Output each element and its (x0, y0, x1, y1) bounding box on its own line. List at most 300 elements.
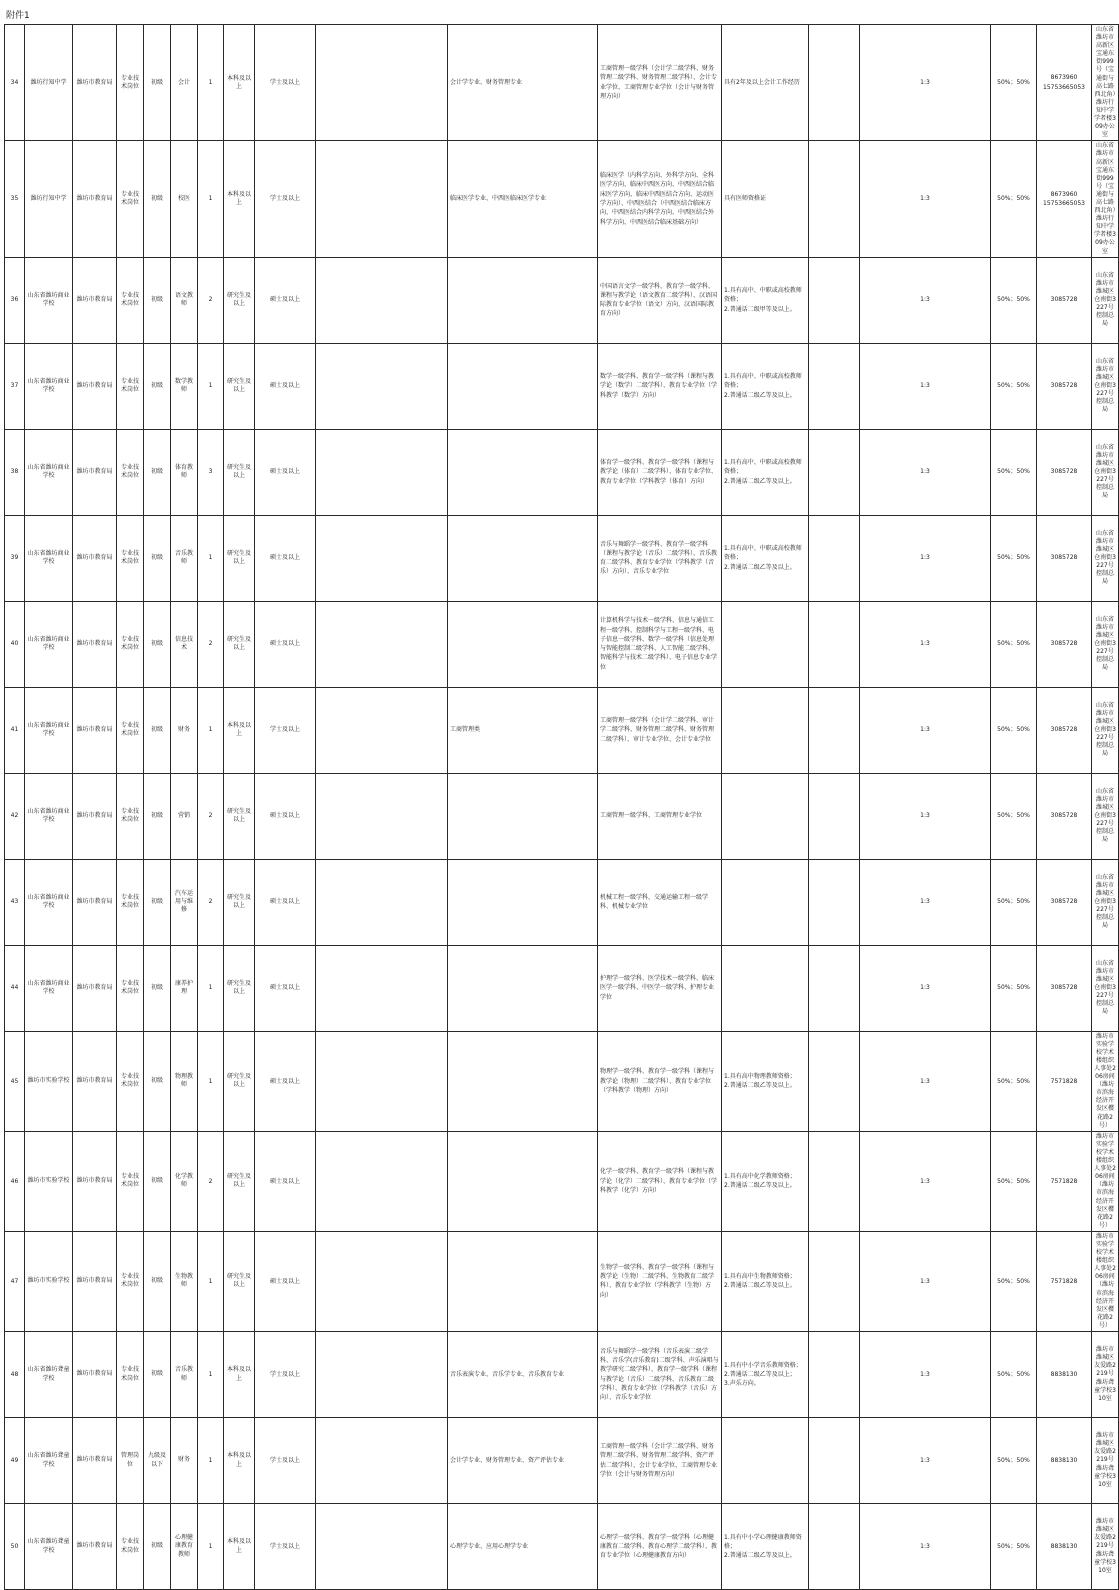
score-weight: 50%；50% (991, 25, 1037, 141)
employer-unit: 潍坊市实验学校 (25, 1131, 73, 1231)
degree-major: 化学一级学科、教育学一级学科（课程与教学论（化学）二级学科）、教育专业学位（学科教学（化学）方向） (598, 1131, 722, 1231)
education-requirement: 研究生及以上 (224, 859, 255, 945)
table-row (5, 601, 1119, 687)
post-name: 体育教师 (171, 429, 198, 515)
degree-requirement: 学士及以上 (255, 25, 316, 141)
degree-requirement: 硕士及以上 (255, 257, 316, 343)
contact-address: 山东省潍坊市潍城区仓南街3227号控制总局 (1092, 429, 1119, 515)
education-requirement: 研究生及以上 (224, 773, 255, 859)
interview-ratio: 1:3 (860, 515, 991, 601)
post-name: 财务 (171, 1418, 198, 1504)
contact-phone: 3085728 (1037, 773, 1092, 859)
graduate-major (316, 515, 448, 601)
table-row (5, 859, 1119, 945)
post-category: 管理岗位 (117, 1418, 144, 1504)
blank-cell (809, 687, 860, 773)
employer-unit: 山东省潍坊商业学校 (25, 687, 73, 773)
employer-unit: 潍坊行知中学 (25, 25, 73, 141)
interview-ratio: 1:3 (860, 25, 991, 141)
degree-major: 音乐与舞蹈学一级学科、教育学一级学科（课程与教学论（音乐）二级学科）、音乐教育二级学科、教育专业学位（学科教学（音乐）方向）、音乐专业学位 (598, 515, 722, 601)
contact-address: 潍坊市实验学校学术楼组织人事处206房间（潍坊市滨海经济开发区樱花路2号） (1092, 1231, 1119, 1331)
post-level: 初级 (144, 1031, 171, 1131)
graduate-major (316, 1031, 448, 1131)
row-number: 48 (5, 1332, 25, 1418)
degree-requirement: 硕士及以上 (255, 1131, 316, 1231)
post-category: 专业技术岗位 (117, 343, 144, 429)
contact-phone: 3085728 (1037, 859, 1092, 945)
score-weight: 50%；50% (991, 1332, 1037, 1418)
table-row (5, 945, 1119, 1031)
table-row (5, 515, 1119, 601)
post-name: 化学教师 (171, 1131, 198, 1231)
score-weight: 50%；50% (991, 429, 1037, 515)
hiring-count: 1 (198, 687, 224, 773)
post-level: 初级 (144, 1504, 171, 1590)
degree-requirement: 硕士及以上 (255, 859, 316, 945)
score-weight: 50%；50% (991, 343, 1037, 429)
post-category: 专业技术岗位 (117, 859, 144, 945)
post-category: 专业技术岗位 (117, 945, 144, 1031)
row-number: 45 (5, 1031, 25, 1131)
department: 潍坊市教育局 (73, 429, 117, 515)
contact-address: 山东省潍坊市潍城区仓南街3227号控制总局 (1092, 601, 1119, 687)
post-level: 初级 (144, 515, 171, 601)
other-requirements (722, 687, 809, 773)
undergrad-major (448, 257, 598, 343)
education-requirement: 研究生及以上 (224, 1131, 255, 1231)
contact-address: 山东省潍坊市潍城区仓南街3227号控制总局 (1092, 859, 1119, 945)
contact-address: 山东省潍坊市潍城区仓南街3227号控制总局 (1092, 343, 1119, 429)
attachment-label: 附件1 (6, 11, 30, 21)
blank-cell (809, 1131, 860, 1231)
employer-unit: 山东省潍坊商业学校 (25, 515, 73, 601)
contact-address: 山东省潍坊市高新区宝通东街999号（宝通街与高七路西北角）潍坊行知中学学者楼309办公室 (1092, 25, 1119, 141)
graduate-major (316, 1504, 448, 1590)
contact-address: 潍坊市潍城区友爱路2219号潍坊聋童学校310室 (1092, 1504, 1119, 1590)
department: 潍坊市教育局 (73, 945, 117, 1031)
table-row (5, 773, 1119, 859)
other-requirements (722, 601, 809, 687)
score-weight: 50%；50% (991, 601, 1037, 687)
interview-ratio: 1:3 (860, 945, 991, 1031)
table-row (5, 25, 1119, 141)
education-requirement: 本科及以上 (224, 25, 255, 141)
hiring-count: 2 (198, 1131, 224, 1231)
contact-phone: 3085728 (1037, 515, 1092, 601)
post-category: 专业技术岗位 (117, 25, 144, 141)
recruitment-table (4, 24, 1119, 1590)
hiring-count: 1 (198, 515, 224, 601)
undergrad-major: 临床医学专业、中西医临床医学专业 (448, 141, 598, 257)
degree-major: 生物学一级学科、教育学一级学科（课程与教学论（生物）二级学科、生物教育二级学科）、教育专业学位（学科教学（生物）方向） (598, 1231, 722, 1331)
interview-ratio: 1:3 (860, 687, 991, 773)
interview-ratio: 1:3 (860, 601, 991, 687)
other-requirements: 1.具有高中、中职或高校教师资格； 2.普通话二级甲等及以上。 (722, 257, 809, 343)
degree-requirement: 硕士及以上 (255, 515, 316, 601)
hiring-count: 1 (198, 141, 224, 257)
undergrad-major (448, 1031, 598, 1131)
department: 潍坊市教育局 (73, 141, 117, 257)
graduate-major (316, 1131, 448, 1231)
hiring-count: 1 (198, 1231, 224, 1331)
row-number: 43 (5, 859, 25, 945)
department: 潍坊市教育局 (73, 1504, 117, 1590)
degree-major: 心理学一级学科、教育学一级学科（心理健康教育二级学科、教育心理学二级学科）、教育专业学位（心理健康教育方向） (598, 1504, 722, 1590)
row-number: 49 (5, 1418, 25, 1504)
row-number: 41 (5, 687, 25, 773)
row-number: 36 (5, 257, 25, 343)
undergrad-major (448, 1231, 598, 1331)
education-requirement: 本科及以上 (224, 1504, 255, 1590)
department: 潍坊市教育局 (73, 515, 117, 601)
undergrad-major (448, 859, 598, 945)
degree-major: 数学一级学科、教育学一级学科（课程与教学论（数学）二级学科）、教育专业学位（学科教学（数学）方向） (598, 343, 722, 429)
other-requirements: 1.具有高中物理教师资格； 2.普通话二级乙等及以上。 (722, 1031, 809, 1131)
contact-phone: 3085728 (1037, 343, 1092, 429)
department: 潍坊市教育局 (73, 687, 117, 773)
table-row (5, 343, 1119, 429)
education-requirement: 研究生及以上 (224, 1231, 255, 1331)
degree-requirement: 硕士及以上 (255, 601, 316, 687)
department: 潍坊市教育局 (73, 25, 117, 141)
row-number: 46 (5, 1131, 25, 1231)
post-category: 专业技术岗位 (117, 687, 144, 773)
post-level: 初级 (144, 601, 171, 687)
education-requirement: 研究生及以上 (224, 257, 255, 343)
post-level: 初级 (144, 1231, 171, 1331)
department: 潍坊市教育局 (73, 1332, 117, 1418)
undergrad-major: 工商管理类 (448, 687, 598, 773)
post-category: 专业技术岗位 (117, 1131, 144, 1231)
post-category: 专业技术岗位 (117, 1231, 144, 1331)
other-requirements: 1.具有高中、中职或高校教师资格； 2.普通话二级乙等及以上。 (722, 343, 809, 429)
hiring-count: 1 (198, 25, 224, 141)
employer-unit: 潍坊行知中学 (25, 141, 73, 257)
graduate-major (316, 141, 448, 257)
post-name: 音乐教师 (171, 515, 198, 601)
post-level: 初级 (144, 141, 171, 257)
education-requirement: 研究生及以上 (224, 343, 255, 429)
education-requirement: 研究生及以上 (224, 945, 255, 1031)
degree-major: 音乐与舞蹈学一级学科（音乐表演二级学科、音乐学(音乐教育)二级学科、声乐演唱与教学研究二级学科）、教育学一级学科（课程与教学论（音乐）二级学科、音乐教育二级学科）、教育专业学位（学科教学（音乐）方向）、音乐专业学位 (598, 1332, 722, 1418)
contact-address: 潍坊市潍城区友爱路2219号潍坊聋童学校310室 (1092, 1418, 1119, 1504)
education-requirement: 本科及以上 (224, 1332, 255, 1418)
other-requirements (722, 945, 809, 1031)
contact-phone: 7571828 (1037, 1031, 1092, 1131)
score-weight: 50%；50% (991, 773, 1037, 859)
undergrad-major (448, 601, 598, 687)
graduate-major (316, 257, 448, 343)
score-weight: 50%；50% (991, 945, 1037, 1031)
contact-phone: 3085728 (1037, 601, 1092, 687)
employer-unit: 山东省潍坊聋童学校 (25, 1418, 73, 1504)
degree-major: 护理学一级学科、医学技术一级学科、临床医学一级学科、中医学一级学科、护理专业学位 (598, 945, 722, 1031)
table-row (5, 141, 1119, 257)
row-number: 44 (5, 945, 25, 1031)
hiring-count: 1 (198, 1332, 224, 1418)
undergrad-major (448, 515, 598, 601)
employer-unit: 山东省潍坊聋童学校 (25, 1504, 73, 1590)
degree-requirement: 学士及以上 (255, 1332, 316, 1418)
other-requirements: 1.具有高中化学教师资格； 2.普通话二级乙等及以上。 (722, 1131, 809, 1231)
post-level: 初级 (144, 1332, 171, 1418)
contact-address: 山东省潍坊市潍城区仓南街3227号控制总局 (1092, 945, 1119, 1031)
degree-major: 工商管理一级学科（会计学二级学科、财务管理二级学科、财务管理二级学科）、会计专业学位、工商管理专业学位（会计与财务管理方向） (598, 25, 722, 141)
education-requirement: 本科及以上 (224, 141, 255, 257)
blank-cell (809, 1418, 860, 1504)
education-requirement: 研究生及以上 (224, 429, 255, 515)
post-level: 初级 (144, 945, 171, 1031)
department: 潍坊市教育局 (73, 773, 117, 859)
other-requirements (722, 1418, 809, 1504)
hiring-count: 1 (198, 1504, 224, 1590)
table-row (5, 429, 1119, 515)
post-level: 初级 (144, 343, 171, 429)
degree-major: 中国语言文学一级学科、教育学一级学科、课程与教学论（语文教育二级学科）、汉语国际教育专业学位（语文）方向、汉语国际教育方向） (598, 257, 722, 343)
hiring-count: 1 (198, 1031, 224, 1131)
blank-cell (809, 773, 860, 859)
blank-cell (809, 1231, 860, 1331)
hiring-count: 1 (198, 343, 224, 429)
interview-ratio: 1:3 (860, 429, 991, 515)
hiring-count: 2 (198, 859, 224, 945)
degree-requirement: 硕士及以上 (255, 945, 316, 1031)
contact-phone: 8673960 15753665053 (1037, 141, 1092, 257)
table-row (5, 1231, 1119, 1331)
row-number: 34 (5, 25, 25, 141)
score-weight: 50%；50% (991, 141, 1037, 257)
post-name: 音乐教师 (171, 1332, 198, 1418)
other-requirements (722, 859, 809, 945)
score-weight: 50%；50% (991, 1418, 1037, 1504)
blank-cell (809, 1031, 860, 1131)
hiring-count: 2 (198, 773, 224, 859)
degree-major: 计算机科学与技术一级学科、信息与通信工程一级学科、控制科学与工程一级学科、电子信息一级学科、数学一级学科（信息处理与智能控制二级学科、人工智能二级学科、智能科学与技术二级学科）、电子信息专业学位 (598, 601, 722, 687)
row-number: 39 (5, 515, 25, 601)
undergrad-major: 心理学专业、应用心理学专业 (448, 1504, 598, 1590)
post-category: 专业技术岗位 (117, 257, 144, 343)
contact-address: 潍坊市实验学校学术楼组织人事处206房间（潍坊市滨海经济开发区樱花路2号） (1092, 1031, 1119, 1131)
post-name: 汽车运用与维修 (171, 859, 198, 945)
post-category: 专业技术岗位 (117, 1031, 144, 1131)
degree-major: 工商管理一级学科、工商管理专业学位 (598, 773, 722, 859)
blank-cell (809, 25, 860, 141)
blank-cell (809, 257, 860, 343)
blank-cell (809, 515, 860, 601)
employer-unit: 山东省潍坊商业学校 (25, 945, 73, 1031)
undergrad-major (448, 1131, 598, 1231)
interview-ratio: 1:3 (860, 1332, 991, 1418)
row-number: 50 (5, 1504, 25, 1590)
hiring-count: 1 (198, 1418, 224, 1504)
department: 潍坊市教育局 (73, 343, 117, 429)
degree-major: 物理学一级学科、教育学一级学科（课程与教学论（物理）二级学科）、教育专业学位（学科教学（物理）方向） (598, 1031, 722, 1131)
table-row (5, 1504, 1119, 1590)
post-level: 初级 (144, 687, 171, 773)
degree-major: 工商管理一级学科（会计学二级学科、财务管理二级学科、财务管理二级学科、资产评估二级学科）、会计专业学位、工商管理专业学位（会计与财务管理方向） (598, 1418, 722, 1504)
graduate-major (316, 687, 448, 773)
contact-phone: 3085728 (1037, 429, 1092, 515)
post-level: 初级 (144, 25, 171, 141)
contact-phone: 7571828 (1037, 1231, 1092, 1331)
row-number: 42 (5, 773, 25, 859)
post-level: 初级 (144, 773, 171, 859)
undergrad-major (448, 945, 598, 1031)
degree-requirement: 硕士及以上 (255, 429, 316, 515)
graduate-major (316, 1332, 448, 1418)
other-requirements: 1.具有高中生物教师资格； 2.普通话二级乙等及以上。 (722, 1231, 809, 1331)
contact-phone: 3085728 (1037, 945, 1092, 1031)
education-requirement: 本科及以上 (224, 1418, 255, 1504)
interview-ratio: 1:3 (860, 859, 991, 945)
degree-major: 机械工程一级学科、交通运输工程一级学科、机械专业学位 (598, 859, 722, 945)
score-weight: 50%；50% (991, 515, 1037, 601)
post-name: 数学教师 (171, 343, 198, 429)
other-requirements: 1.具有中小学音乐教师资格； 2.普通话二级乙等及以上； 3.声乐方向。 (722, 1332, 809, 1418)
education-requirement: 研究生及以上 (224, 1031, 255, 1131)
post-name: 康养护理 (171, 945, 198, 1031)
table-row (5, 687, 1119, 773)
row-number: 38 (5, 429, 25, 515)
interview-ratio: 1:3 (860, 343, 991, 429)
undergrad-major (448, 429, 598, 515)
score-weight: 50%；50% (991, 687, 1037, 773)
other-requirements: 1.具有中小学心理健康教师资格； 2.普通话二级乙等及以上。 (722, 1504, 809, 1590)
blank-cell (809, 945, 860, 1031)
score-weight: 50%；50% (991, 257, 1037, 343)
post-category: 专业技术岗位 (117, 1504, 144, 1590)
undergrad-major (448, 773, 598, 859)
blank-cell (809, 343, 860, 429)
employer-unit: 山东省潍坊商业学校 (25, 773, 73, 859)
graduate-major (316, 343, 448, 429)
graduate-major (316, 773, 448, 859)
graduate-major (316, 1231, 448, 1331)
hiring-count: 1 (198, 945, 224, 1031)
contact-phone: 8838130 (1037, 1332, 1092, 1418)
department: 潍坊市教育局 (73, 601, 117, 687)
blank-cell (809, 141, 860, 257)
degree-major: 工商管理一级学科（会计学二级学科、审计学二级学科、财务管理二级学科、财务管理二级学科）、审计专业学位、会计专业学位 (598, 687, 722, 773)
interview-ratio: 1:3 (860, 141, 991, 257)
education-requirement: 研究生及以上 (224, 601, 255, 687)
post-category: 专业技术岗位 (117, 601, 144, 687)
department: 潍坊市教育局 (73, 1231, 117, 1331)
department: 潍坊市教育局 (73, 1131, 117, 1231)
post-category: 专业技术岗位 (117, 773, 144, 859)
other-requirements: 1.具有高中、中职或高校教师资格； 2.普通话二级乙等及以上。 (722, 429, 809, 515)
hiring-count: 3 (198, 429, 224, 515)
employer-unit: 山东省潍坊商业学校 (25, 429, 73, 515)
row-number: 40 (5, 601, 25, 687)
row-number: 47 (5, 1231, 25, 1331)
degree-requirement: 硕士及以上 (255, 343, 316, 429)
contact-address: 潍坊市实验学校学术楼组织人事处206房间（潍坊市滨海经济开发区樱花路2号） (1092, 1131, 1119, 1231)
score-weight: 50%；50% (991, 1504, 1037, 1590)
blank-cell (809, 1504, 860, 1590)
post-name: 会计 (171, 25, 198, 141)
post-level: 初级 (144, 257, 171, 343)
post-name: 营销 (171, 773, 198, 859)
undergrad-major (448, 343, 598, 429)
contact-address: 山东省潍坊市潍城区仓南街3227号控制总局 (1092, 515, 1119, 601)
degree-requirement: 硕士及以上 (255, 1031, 316, 1131)
employer-unit: 山东省潍坊商业学校 (25, 343, 73, 429)
contact-phone: 3085728 (1037, 687, 1092, 773)
post-level: 初级 (144, 859, 171, 945)
degree-requirement: 学士及以上 (255, 1418, 316, 1504)
post-name: 生物教师 (171, 1231, 198, 1331)
post-category: 专业技术岗位 (117, 1332, 144, 1418)
table-row (5, 1031, 1119, 1131)
graduate-major (316, 25, 448, 141)
employer-unit: 山东省潍坊聋童学校 (25, 1332, 73, 1418)
score-weight: 50%；50% (991, 1231, 1037, 1331)
interview-ratio: 1:3 (860, 1418, 991, 1504)
undergrad-major: 音乐表演专业、音乐学专业、音乐教育专业 (448, 1332, 598, 1418)
graduate-major (316, 1418, 448, 1504)
post-name: 语文教师 (171, 257, 198, 343)
degree-requirement: 学士及以上 (255, 141, 316, 257)
contact-address: 潍坊市潍城区友爱路2219号潍坊聋童学校310室 (1092, 1332, 1119, 1418)
interview-ratio: 1:3 (860, 1031, 991, 1131)
graduate-major (316, 859, 448, 945)
interview-ratio: 1:3 (860, 773, 991, 859)
post-level: 初级 (144, 429, 171, 515)
other-requirements: 具有2年及以上会计工作经历 (722, 25, 809, 141)
contact-phone: 8838130 (1037, 1418, 1092, 1504)
contact-phone: 8838130 (1037, 1504, 1092, 1590)
employer-unit: 山东省潍坊商业学校 (25, 859, 73, 945)
hiring-count: 2 (198, 257, 224, 343)
employer-unit: 山东省潍坊商业学校 (25, 257, 73, 343)
interview-ratio: 1:3 (860, 1504, 991, 1590)
interview-ratio: 1:3 (860, 1131, 991, 1231)
department: 潍坊市教育局 (73, 859, 117, 945)
other-requirements: 具有医师资格证 (722, 141, 809, 257)
education-requirement: 研究生及以上 (224, 515, 255, 601)
post-category: 专业技术岗位 (117, 429, 144, 515)
degree-requirement: 学士及以上 (255, 687, 316, 773)
post-category: 专业技术岗位 (117, 141, 144, 257)
table-row (5, 1131, 1119, 1231)
hiring-count: 2 (198, 601, 224, 687)
contact-phone: 7571828 (1037, 1131, 1092, 1231)
undergrad-major: 会计学专业、财务管理专业 (448, 25, 598, 141)
other-requirements: 1.具有高中、中职或高校教师资格； 2.普通话二级乙等及以上。 (722, 515, 809, 601)
post-name: 财务 (171, 687, 198, 773)
degree-requirement: 学士及以上 (255, 1504, 316, 1590)
employer-unit: 潍坊市实验学校 (25, 1231, 73, 1331)
undergrad-major: 会计学专业、财务管理专业、资产评估专业 (448, 1418, 598, 1504)
contact-address: 山东省潍坊市潍城区仓南街3227号控制总局 (1092, 773, 1119, 859)
score-weight: 50%；50% (991, 1131, 1037, 1231)
degree-major: 体育学一级学科、教育学一级学科（课程与教学论（体育）二级学科）、体育专业学位、教育专业学位（学科教学（体育）方向） (598, 429, 722, 515)
department: 潍坊市教育局 (73, 1031, 117, 1131)
employer-unit: 潍坊市实验学校 (25, 1031, 73, 1131)
contact-phone: 8673960 15753665053 (1037, 25, 1092, 141)
degree-requirement: 硕士及以上 (255, 1231, 316, 1331)
score-weight: 50%；50% (991, 859, 1037, 945)
score-weight: 50%；50% (991, 1031, 1037, 1131)
interview-ratio: 1:3 (860, 257, 991, 343)
degree-requirement: 硕士及以上 (255, 773, 316, 859)
row-number: 35 (5, 141, 25, 257)
degree-major: 临床医学（内科学方向、外科学方向、全科医学方向、临床中西医方向、中西医结合临床医学方向、临床中西医结合方向、运动医学方向）、中西医结合（中西医结合临床方向、中西医结合内科学方向、中西医结合外科学方向、中西医结合临床基础方向） (598, 141, 722, 257)
blank-cell (809, 1332, 860, 1418)
other-requirements (722, 773, 809, 859)
blank-cell (809, 429, 860, 515)
